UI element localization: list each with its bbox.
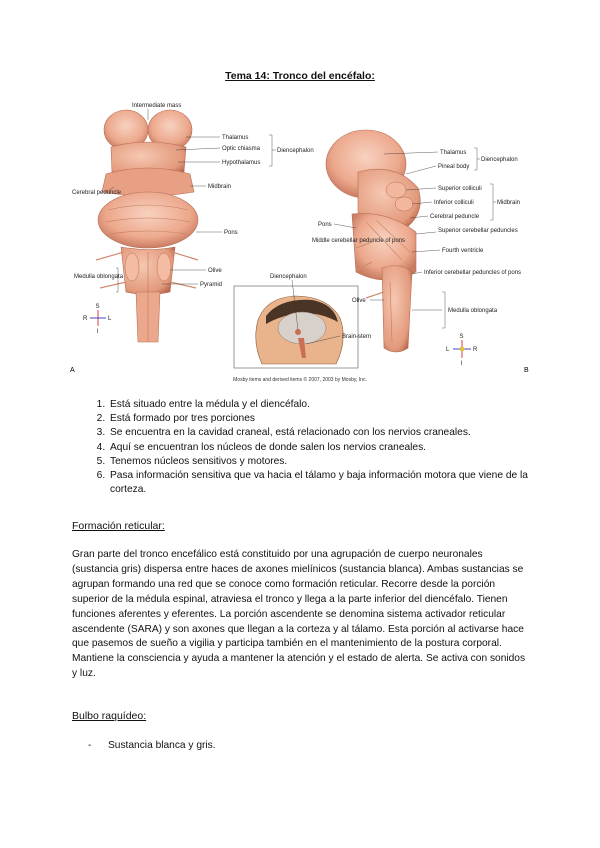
label-pyramid: Pyramid [200,282,223,288]
list-item: 3. Se encuentra en la cavidad craneal, está relacionado con los nervios craneales. [108,426,558,440]
label-diencephalon-right: Diencephalon [481,157,518,163]
list-item: 5. Tenemos núcleos sensitivos y motores. [108,455,558,469]
section-paragraph-reticular: Gran parte del tronco encefálico está constituido por una agrupación de cuerpo neuronales (sustancia gris) dispersa entre haces de axones mielínicos (sustancia blanca). Ambas sustancias se agrupan formando una red que se conoce como formación reticular. Recorre desde la porción superior de la médula espinal, atraviesa el tronco y llega a la parte inferior del diencéfalo. Tienen funciones aferentes y eferentes. La porción ascendente se denomina sistema activador reticular ascendente (SARA) y son axones que llegan a la corteza y al tálamo. Esta porción al activarse hace que pasemos de sueño a vigilia y participa también en el mantenimiento de la postura corporal. Mantiene la consciencia y ayuda a mantener la atención y el estado de alerta. Se activa con sonidos y luz. [72,549,526,680]
section-heading-reticular: Formación reticular: [72,520,165,532]
label-medulla-left: Medulla oblongata [74,274,124,280]
svg-text:L: L [108,316,112,322]
panel-a-label: A [70,367,75,374]
panel-b-label: B [524,367,529,374]
label-pons-right: Pons [318,222,332,228]
list-item: 6. Pasa información sensitiva que va hacia el tálamo y baja información motora que viene de la corteza. [108,469,558,497]
svg-text:I: I [96,329,99,335]
inset-head [234,274,371,368]
brainstem-figure [66,92,536,382]
label-medulla-right: Medulla oblongata [448,308,498,314]
svg-text:I: I [460,361,463,367]
label-cerebral-peduncle-left: Cerebral peduncle [72,190,122,196]
label-thalamus-right: Thalamus [440,150,467,156]
label-optic-chiasma: Optic chiasma [222,146,261,152]
label-inset-brainstem: Brain-stem [342,334,372,340]
label-inset-diencephalon: Diencephalon [270,274,307,280]
points-list [70,398,558,497]
svg-text:L: L [446,347,450,353]
svg-text:S: S [459,334,464,340]
list-item: 4. Aquí se encuentran los núcleos de donde salen los nervios craneales. [108,441,558,455]
label-intermediate-mass: Intermediate mass [132,103,182,109]
label-inferior-colliculi: Inferior colliculi [434,200,474,206]
label-olive-left: Olive [208,268,222,274]
brainstem-illustration [66,92,536,382]
label-pons-left: Pons [224,230,238,236]
label-diencephalon-left: Diencephalon [277,148,314,154]
bullet-text: Sustancia blanca y gris. [108,740,216,751]
list-item: 2. Está formado por tres porciones [108,412,558,426]
section-heading-bulbo: Bulbo raquídeo: [72,710,147,722]
label-inferior-cerebellar-peduncles: Inferior cerebellar peduncles of pons [424,270,522,276]
label-fourth-ventricle: Fourth ventricle [442,248,484,254]
label-midbrain-right: Midbrain [497,200,521,206]
label-middle-cerebellar-peduncle: Middle cerebellar peduncle of pons [312,238,406,244]
svg-text:R: R [473,347,478,353]
figure-credit: Mosby items and derived items © 2007, 2003 by Mosby, Inc. [233,377,367,383]
bullet-marker: - [88,740,92,751]
label-superior-cerebellar-peduncles: Superior cerebellar peduncles [438,228,518,234]
label-pineal-body: Pineal body [438,164,470,170]
list-item: 1. Está situado entre la médula y el diencéfalo. [108,398,558,412]
svg-text:S: S [95,304,100,310]
bullet-item [88,740,216,751]
label-olive-right: Olive [352,298,366,304]
page-title: Tema 14: Tronco del encéfalo: [225,70,375,82]
compass-right [446,334,478,367]
label-cerebral-peduncle-right: Cerebral peduncle [430,214,480,220]
svg-text:R: R [83,316,88,322]
label-midbrain-left: Midbrain [208,184,232,190]
label-superior-colliculi: Superior colliculi [438,186,482,192]
label-hypothalamus: Hypothalamus [222,160,261,166]
label-thalamus-left: Thalamus [222,135,249,141]
compass-left [83,304,112,335]
